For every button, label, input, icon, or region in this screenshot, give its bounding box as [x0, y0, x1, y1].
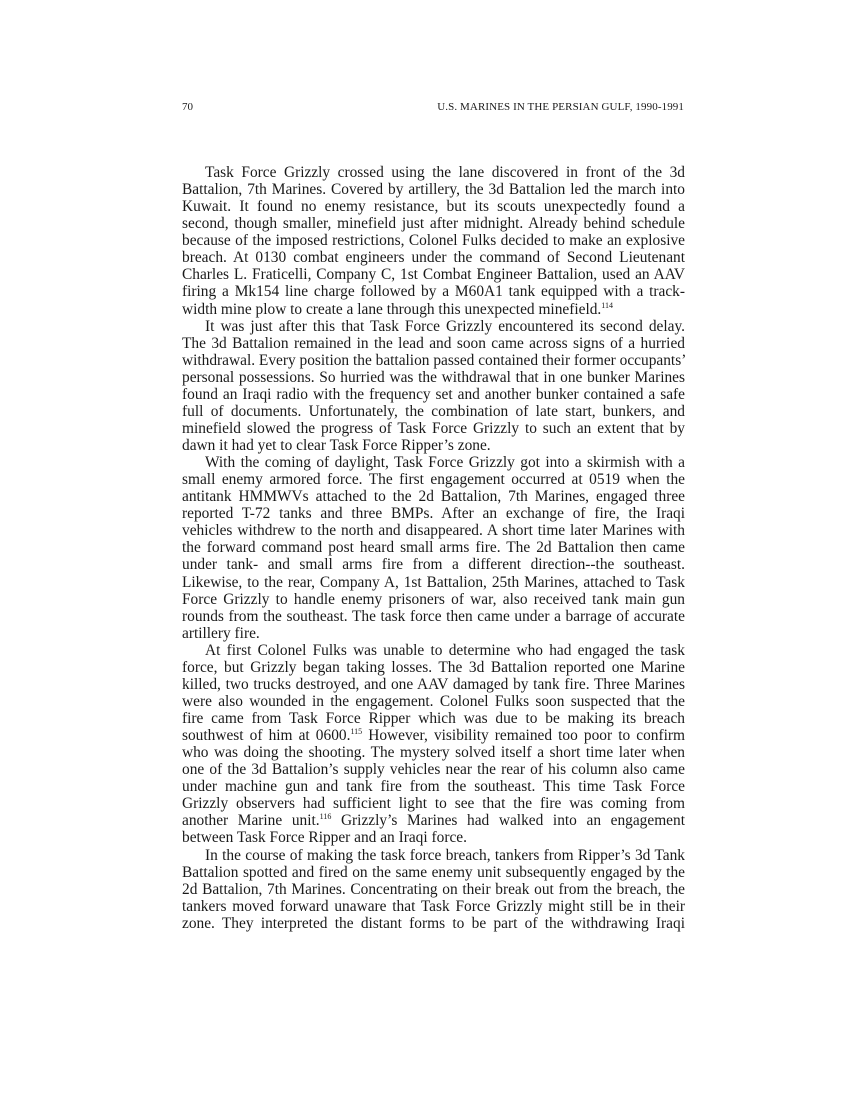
line-text: 2d Battalion, 7th Marines. Concentrating on their break out from the breach, the	[182, 880, 685, 898]
line-text: full of documents. Unfortunately, the combination of late start, bunkers, and	[182, 402, 685, 420]
text-line	[182, 693, 685, 710]
line-text: personal possessions. So hurried was the withdrawal that in one bunker Marines	[182, 368, 685, 386]
line-text: under tank- and small arms fire from a different direction--the southeast.	[182, 556, 685, 574]
text-line	[182, 574, 685, 591]
paragraph	[182, 454, 685, 642]
line-text: Battalion spotted and fired on the same enemy unit subsequently engaged by the	[182, 863, 685, 881]
text-line	[182, 232, 685, 249]
line-text: withdrawal. Every position the battalion passed contained their former occupants’	[182, 351, 687, 369]
line-text: between Task Force Ripper and an Iraqi force.	[182, 829, 467, 847]
line-text: The 3d Battalion remained in the lead and soon came across signs of a hurried	[182, 334, 685, 352]
text-line	[182, 471, 685, 488]
line-text: one of the 3d Battalion’s supply vehicles near the rear of his column also came	[182, 761, 685, 779]
text-line	[182, 591, 685, 608]
line-text: force, but Grizzly began taking losses. The 3d Battalion reported one Marine	[182, 658, 685, 676]
text-line	[182, 864, 685, 881]
line-text: rounds from the southeast. The task force then came under a barrage of accurate	[182, 607, 685, 625]
line-text: second, though smaller, minefield just after midnight. Already behind schedule	[182, 215, 685, 233]
line-text: dawn it had yet to clear Task Force Ripper’s zone.	[182, 437, 491, 454]
text-line	[182, 403, 685, 420]
line-text: zone. They interpreted the distant forms to be part of the withdrawing Iraqi	[182, 914, 685, 932]
line-text: reported T-72 tanks and three BMPs. After an exchange of fire, the Iraqi	[182, 505, 685, 523]
text-line	[182, 488, 685, 505]
line-text: Charles L. Fraticelli, Company C, 1st Combat Engineer Battalion, used an AAV	[182, 266, 685, 284]
text-line	[182, 283, 685, 300]
line-text: artillery fire.	[182, 624, 260, 642]
text-line	[182, 369, 685, 386]
text-line	[182, 625, 685, 642]
line-text: found an Iraqi radio with the frequency set and another bunker contained a safe	[182, 385, 685, 403]
text-line	[182, 608, 685, 625]
text-line	[182, 266, 685, 283]
line-text: who was doing the shooting. The mystery solved itself a short time later when	[182, 744, 685, 762]
line-text: tankers moved forward unaware that Task Force Grizzly might still be in their	[182, 897, 685, 915]
text-line	[182, 352, 685, 369]
line-text: the forward command post heard small arms fire. The 2d Battalion then came	[182, 539, 685, 557]
line-text: firing a Mk154 line charge followed by a M60A1 tank equipped with a track-	[182, 283, 685, 301]
line-text: vehicles withdrew to the north and disappeared. A short time later Marines with	[182, 522, 685, 540]
line-text: Grizzly observers had sufficient light to see that the fire was coming from	[182, 795, 685, 813]
line-text: width mine plow to create a lane through this unexpected minefield.	[182, 300, 602, 318]
text-line	[182, 522, 685, 539]
line-text: because of the imposed restrictions, Colonel Fulks decided to make an explosive	[182, 232, 685, 250]
text-line	[182, 744, 685, 761]
line-text: Force Grizzly to handle enemy prisoners of war, also received tank main gun	[182, 590, 685, 608]
line-text: small enemy armored force. The first engagement occurred at 0519 when the	[182, 471, 685, 489]
line-text: another Marine unit.	[182, 812, 320, 830]
text-line	[182, 198, 685, 215]
line-text: fire came from Task Force Ripper which was due to be making its breach	[182, 710, 685, 727]
text-line	[182, 249, 685, 266]
text-line	[182, 642, 685, 659]
line-text: Task Force Grizzly crossed using the lane discovered in front of the 3d	[205, 164, 685, 181]
line-text: It was just after this that Task Force Grizzly encountered its second delay.	[205, 317, 685, 335]
text-line	[182, 420, 685, 437]
text-line	[182, 710, 685, 727]
paragraph	[182, 847, 685, 932]
text-line	[182, 778, 685, 795]
footnote-ref: 114	[601, 300, 613, 310]
text-line	[182, 215, 685, 232]
text-line	[182, 454, 685, 471]
text-line	[182, 301, 685, 318]
text-line	[182, 847, 685, 864]
text-line	[182, 829, 685, 846]
line-text: Kuwait. It found no enemy resistance, but its scouts unexpectedly found a	[182, 198, 685, 216]
text-line	[182, 318, 685, 335]
line-text: antitank HMMWVs attached to the 2d Battalion, 7th Marines, engaged three	[182, 488, 685, 506]
text-line	[182, 761, 685, 778]
line-text: southwest of him at 0600.	[182, 727, 351, 745]
line-text: However, visibility remained too poor to confirm	[362, 727, 685, 745]
text-line	[182, 898, 685, 915]
text-line	[182, 556, 685, 573]
line-text: Battalion, 7th Marines. Covered by artillery, the 3d Battalion led the march into	[182, 181, 685, 199]
text-line	[182, 386, 685, 403]
text-line	[182, 812, 685, 829]
page-number: 70	[182, 101, 193, 113]
footnote-ref: 115	[350, 727, 363, 737]
running-header	[182, 101, 684, 113]
paragraph	[182, 642, 685, 847]
text-line	[182, 505, 685, 522]
line-text: At first Colonel Fulks was unable to determine who had engaged the task	[205, 641, 685, 659]
text-line	[182, 539, 685, 556]
line-text: under machine gun and tank fire from the southeast. This time Task Force	[182, 778, 685, 796]
body-text	[182, 164, 685, 932]
text-line	[182, 181, 685, 198]
paragraph	[182, 318, 685, 455]
line-text: Grizzly’s Marines had walked into an engagement	[331, 812, 685, 830]
text-line	[182, 727, 685, 744]
text-line	[182, 437, 685, 454]
text-line	[182, 676, 685, 693]
running-title: U.S. MARINES IN THE PERSIAN GULF, 1990-1991	[437, 101, 684, 113]
text-line	[182, 659, 685, 676]
text-line	[182, 881, 685, 898]
footnote-ref: 116	[319, 812, 332, 822]
text-line	[182, 915, 685, 932]
text-line	[182, 795, 685, 812]
line-text: minefield slowed the progress of Task Force Grizzly to such an extent that by	[182, 419, 685, 437]
line-text: breach. At 0130 combat engineers under the command of Second Lieutenant	[182, 249, 685, 267]
line-text: Likewise, to the rear, Company A, 1st Battalion, 25th Marines, attached to Task	[182, 573, 685, 591]
line-text: With the coming of daylight, Task Force Grizzly got into a skirmish with a	[205, 454, 685, 472]
text-line	[182, 164, 685, 181]
line-text: were also wounded in the engagement. Colonel Fulks soon suspected that the	[182, 692, 685, 710]
line-text: In the course of making the task force breach, tankers from Ripper’s 3d Tank	[205, 846, 685, 864]
text-line	[182, 335, 685, 352]
line-text: killed, two trucks destroyed, and one AAV damaged by tank fire. Three Marines	[182, 675, 685, 693]
paragraph	[182, 164, 685, 318]
